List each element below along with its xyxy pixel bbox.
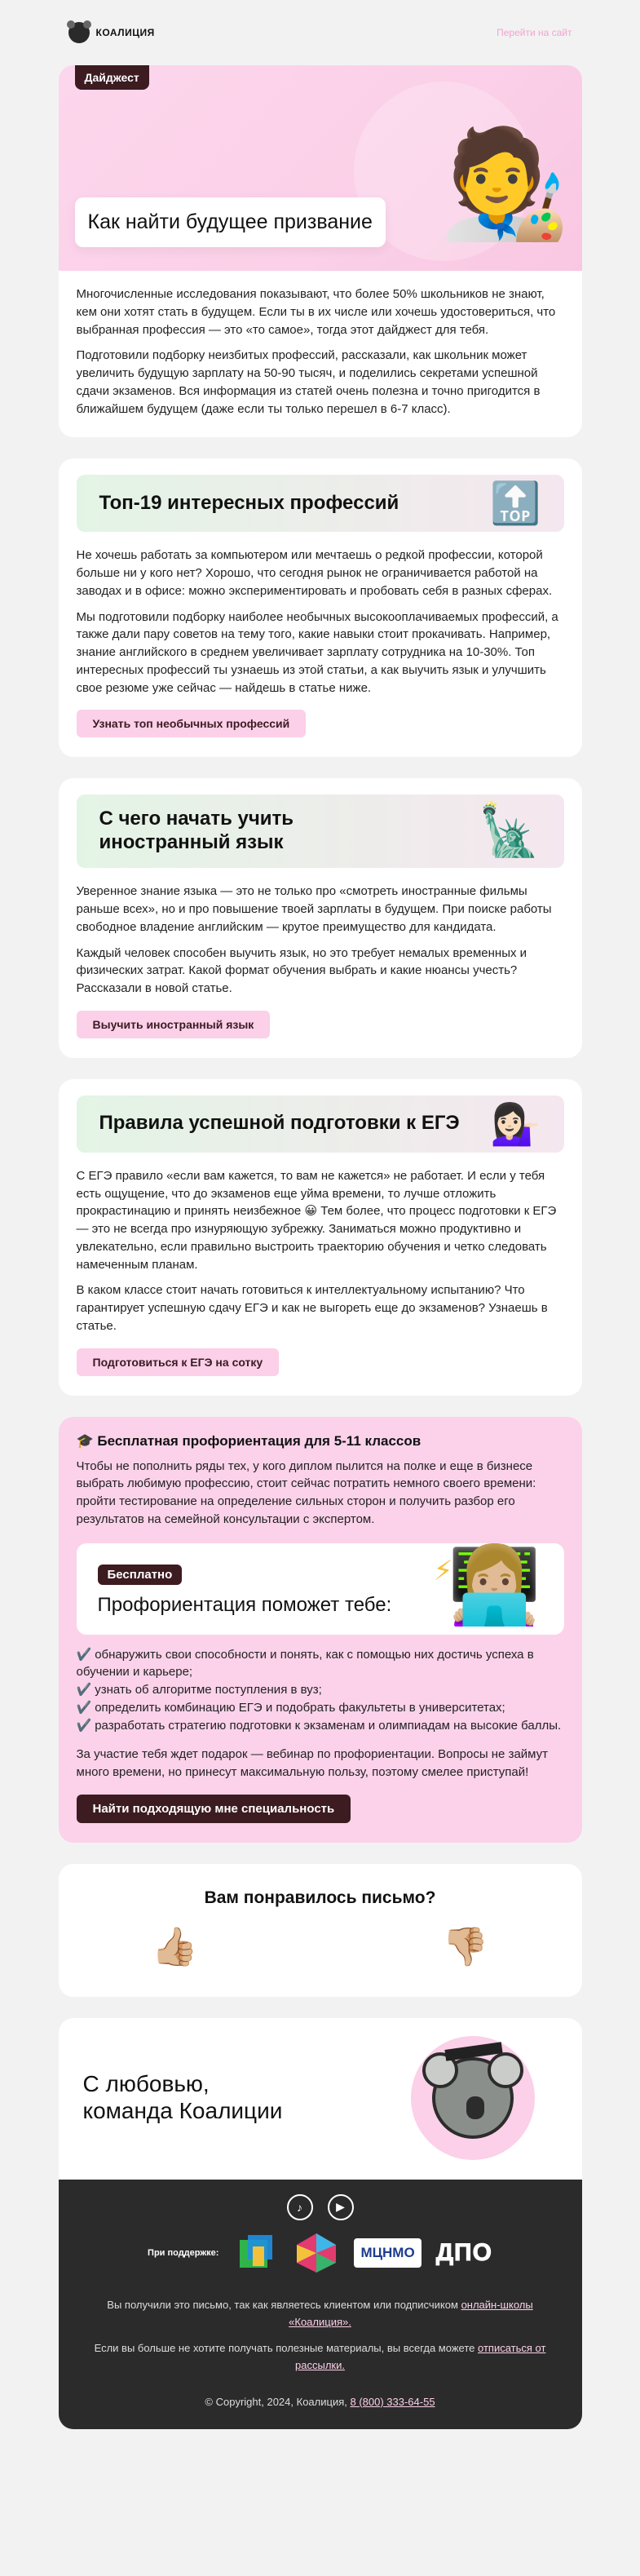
youtube-icon[interactable]: ▶ <box>328 2194 354 2220</box>
section-title-bar <box>77 1095 564 1153</box>
section-title: С чего начать учить иностранный язык <box>99 808 294 854</box>
social-links <box>83 2194 558 2220</box>
partners-row <box>83 2232 558 2274</box>
check-icon: ✔️ <box>76 1700 92 1715</box>
list-item: ✔️ определить комбинацию ЕГЭ и подобрать факультеты в университетах; <box>76 1700 505 1715</box>
section-paragraph: Мы подготовили подборку наиболее необычных высокооплачиваемых профессий, а также дали пару советов на тему того, какие навыки стоит прокачивать. Например, знание английского в среднем увеличивает зарплату сотрудника на 10-30%. Топ интересных профессий ты узнаешь из этой статьи, а как выучить язык и улучшить свое резюме уже сейчас — найдешь в статье ниже. <box>76 609 558 695</box>
find-specialty-button[interactable]: Найти подходящую мне специальность <box>77 1795 351 1823</box>
check-icon: ✔️ <box>76 1683 92 1697</box>
koala-mascot <box>411 2036 535 2160</box>
language-cta-button[interactable]: Выучить иностранный язык <box>77 1011 271 1038</box>
statue-of-liberty-icon: 🗽 <box>478 803 541 860</box>
hero-paragraph: Подготовили подборку неизбитых профессий, рассказали, как школьник может увеличить будущую зарплату на 50-90 тысяч, и поделились секретами успешной сдачи экзаменов. Вся информация из статей очень полезна и точно пригодится в ближайшем будущем (даже если ты только перешел в 6-7 класс). <box>76 348 541 416</box>
list-item: ✔️ разработать стратегию подготовки к экзаменам и олимпиадам на высокие баллы. <box>76 1718 562 1733</box>
email-header <box>59 0 582 65</box>
koala-logo-icon <box>68 22 90 43</box>
list-item: ✔️ обнаружить свои способности и понять, как с помощью них достичь успеха в обучении и карьере; <box>76 1647 534 1680</box>
exam-cta-button[interactable]: Подготовиться к ЕГЭ на сотку <box>77 1348 280 1376</box>
professions-cta-button[interactable]: Узнать топ необычных профессий <box>77 710 307 737</box>
top-arrow-icon: 🔝 <box>490 480 541 527</box>
promo-banner-title: Профориентация поможет тебе: <box>97 1593 392 1616</box>
promo-banner <box>77 1543 564 1635</box>
partner-logo-gem-icon <box>294 2232 339 2274</box>
section-paragraph: Не хочешь работать за компьютером или мечтаешь о редкой профессии, которой больше ни у кого нет? Хорошо, что сегодня рынок не ограничивается работой на заводах и в офисе: можно экспериментировать и пробовать себя в разных сферах. <box>76 548 553 598</box>
digest-tag: Дайджест <box>75 65 149 90</box>
brand-name: КОАЛИЦИЯ <box>95 27 155 38</box>
email-footer <box>59 2180 582 2429</box>
partner-logo-dpo: ДПО <box>435 2238 492 2266</box>
section-card-professions <box>59 458 582 757</box>
list-item: ✔️ узнать об алгоритме поступления в вуз; <box>76 1683 322 1697</box>
partners-label: При поддержке: <box>148 2247 219 2258</box>
section-paragraph: Каждый человек способен выучить язык, но это требует немалых временных и физических затрат. Какой формат обучения выбрать и какие нюансы учесть? Рассказали в новой статье. <box>76 945 527 995</box>
partner-logo-cube-icon <box>233 2232 279 2274</box>
artist-icon: 🧑‍🎨 <box>438 124 571 243</box>
school-link[interactable]: онлайн-школы «Коалиция». <box>289 2298 533 2328</box>
check-icon: ✔️ <box>76 1718 92 1733</box>
partner-logo-mcnmo: МЦНМО <box>354 2238 421 2268</box>
feedback-card <box>59 1864 582 1997</box>
hero-card <box>59 65 582 437</box>
career-guidance-card <box>59 1417 582 1843</box>
feedback-question: Вам понравилось письмо? <box>204 1888 436 1907</box>
promo-outro: За участие тебя ждет подарок — вебинар по профориентации. Вопросы не займут много времени, но принесут максимальную пользу, поэтому смелее приступай! <box>76 1747 549 1779</box>
signoff-text: С любовью, команда Коалиции <box>82 2070 283 2124</box>
free-badge: Бесплатно <box>98 1565 183 1585</box>
hero-paragraph: Многочисленные исследования показывают, что более 50% школьников не знают, кем они хотят стать в будущем. Если ты в их числе или хочешь удостовериться, что выбранная профессия — это «то самое», тогда этот дайджест для тебя. <box>76 287 556 337</box>
tiktok-icon[interactable]: ♪ <box>287 2194 313 2220</box>
unsubscribe-notice: Если вы больше не хотите получать полезные материалы, вы всегда можете отписаться от рассылки. <box>94 2342 546 2372</box>
koala-icon <box>432 2057 514 2139</box>
section-title: Правила успешной подготовки к ЕГЭ <box>99 1112 460 1135</box>
section-paragraph: Уверенное знание языка — это не только про «смотреть иностранные фильмы раньше всех», но и про повышение твоей зарплаты в будущем. При поиске работы свободное владение английским — крутое преимущество для кандидата. <box>76 884 552 934</box>
section-title-bar <box>77 475 564 532</box>
section-card-exam <box>59 1079 582 1396</box>
woman-tipping-hand-icon: 💁🏻‍♀️ <box>490 1100 541 1147</box>
copyright: © Copyright, 2024, Коалиция, 8 (800) 333-64-55 <box>205 2395 435 2408</box>
thumbs-down-icon[interactable]: 👎🏼 <box>442 1924 489 1967</box>
section-paragraph: В каком классе стоит начать готовиться к интеллектуальному испытанию? Что гарантирует успешную сдачу ЕГЭ и как не выгореть еще до экзаменов? Узнаешь в статье. <box>76 1283 548 1333</box>
signoff <box>59 2018 582 2180</box>
email-container <box>59 0 582 2429</box>
hero-title: Как найти будущее призвание <box>75 197 386 247</box>
promo-heading: 🎓 Бесплатная профориентация для 5-11 классов <box>76 1432 422 1449</box>
phone-link[interactable]: 8 (800) 333-64-55 <box>350 2395 435 2408</box>
section-paragraph: С ЕГЭ правило «если вам кажется, то вам не кажется» не работает. И если у тебя есть ощущение, что до экзаменов еще уйма времени, то лучше отложить прокрастинацию и принять неизбежное 😀 Тем более, что процесс подготовки к ЕГЭ — это не всегда про изнуряющую зубрежку. Заниматься можно продуктивно и увлекательно, если правильно выстроить траекторию обучения и четко следовать намеченным планам. <box>76 1168 557 1272</box>
brand[interactable] <box>68 22 155 43</box>
subscription-notice: Вы получили это письмо, так как являетесь клиентом или подписчиком онлайн-школы «Коалиция». <box>107 2298 533 2328</box>
check-icon: ✔️ <box>76 1647 92 1662</box>
lightning-icon: ⚡ <box>433 1555 453 1587</box>
promo-intro: Чтобы не пополнить ряды тех, у кого диплом пылится на полке и еще в бизнесе выбрать любимую профессию, стоит сейчас потратить немного своего времени: пройти тестирование на определение сильных сторон и получить разбор его результатов на семейной консультации с экспертом. <box>76 1458 536 1526</box>
section-title: Топ-19 интересных профессий <box>99 491 399 514</box>
thumbs-up-icon[interactable]: 👍🏼 <box>151 1924 198 1967</box>
unsubscribe-link[interactable]: отписаться от рассылки. <box>295 2342 546 2372</box>
girl-laptop-icon: 👩🏼‍💻 <box>447 1543 541 1627</box>
section-title-bar <box>77 794 564 868</box>
section-card-language <box>59 778 582 1058</box>
go-to-site-link[interactable]: Перейти на сайт <box>497 27 572 38</box>
hero-banner <box>59 65 582 271</box>
